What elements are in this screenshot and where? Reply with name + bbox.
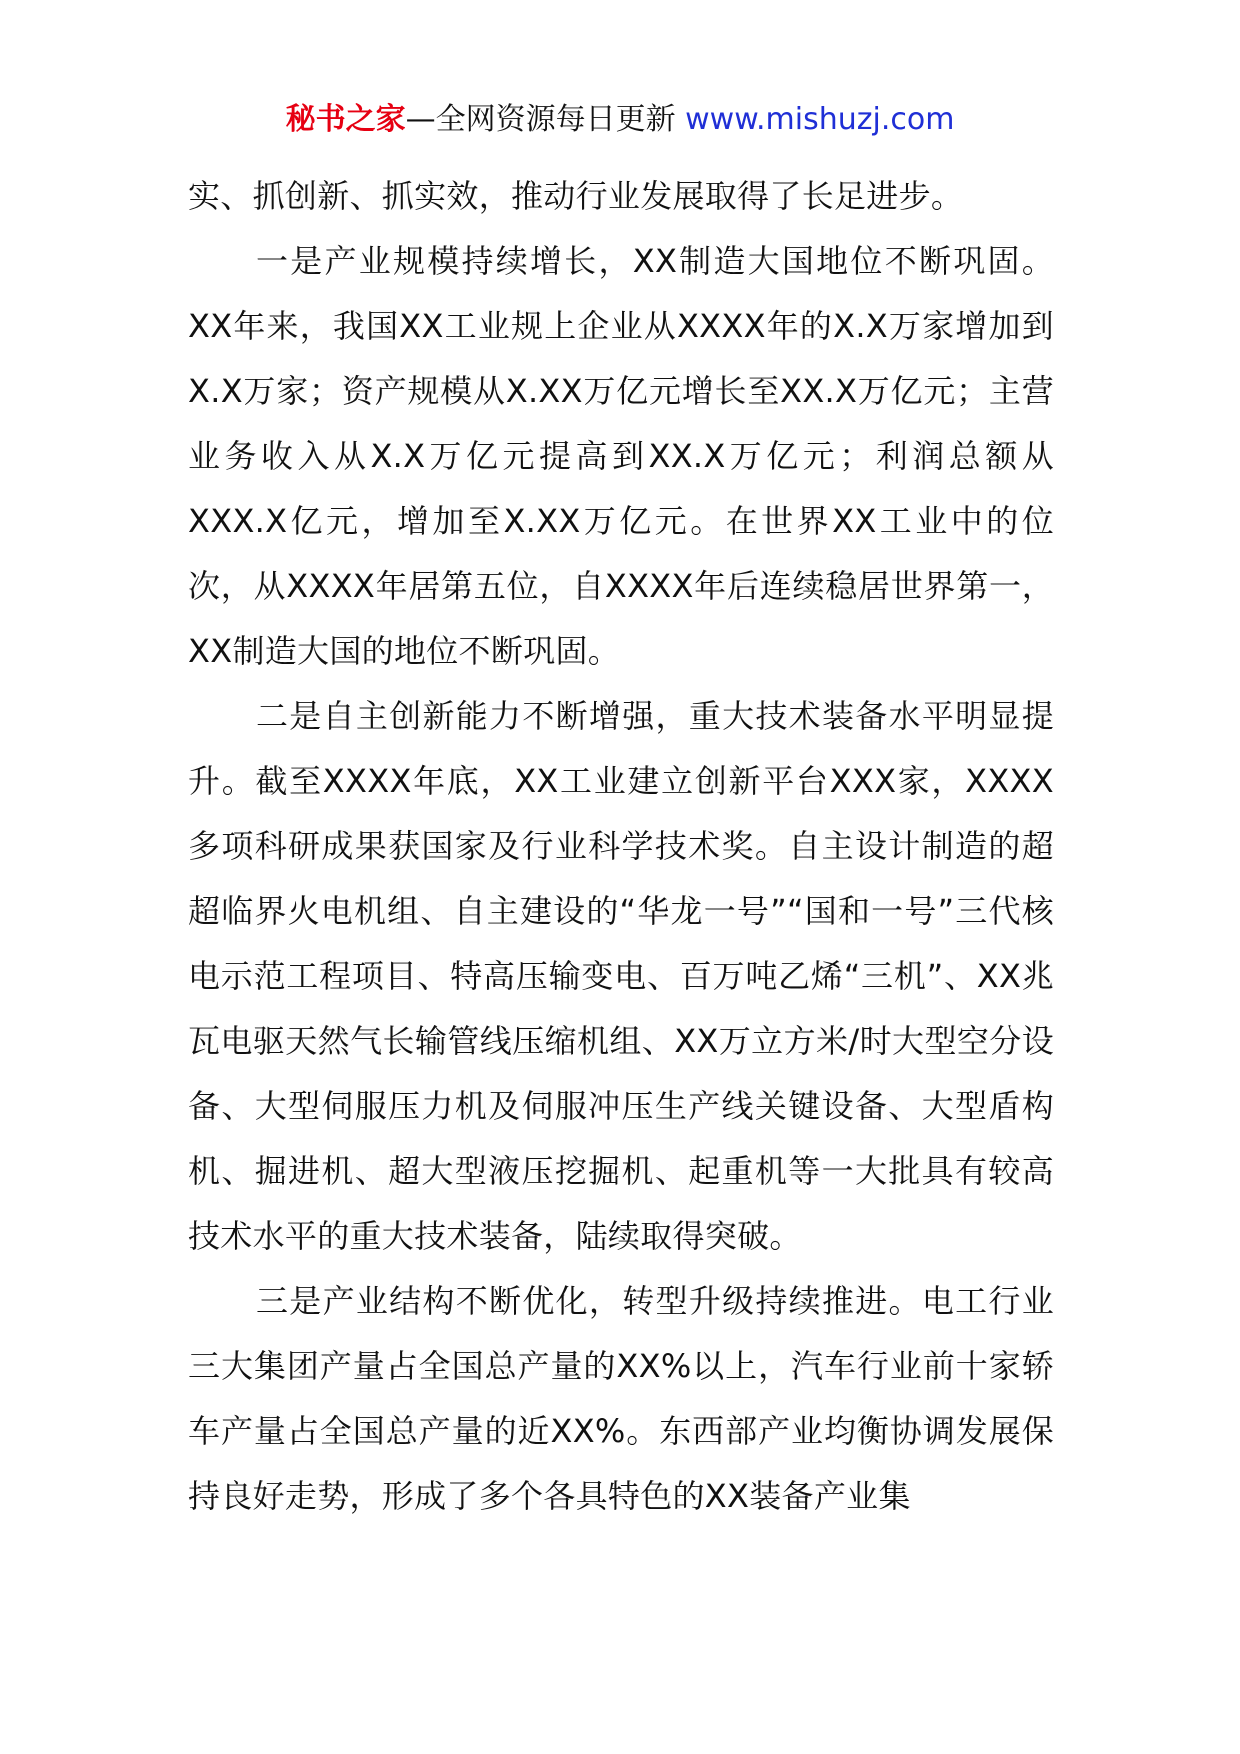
paragraph-continuation: 实、抓创新、抓实效，推动行业发展取得了长足进步。 bbox=[188, 177, 964, 215]
document-body bbox=[188, 164, 1054, 1529]
header-url-link[interactable]: www.mishuzj.com bbox=[685, 102, 955, 137]
paragraph-structure: 三是产业结构不断优化，转型升级持续推进。电工行业三大集团产量占全国总产量的XX%以上，汽车行业前十家轿车产量占全国总产量的近XX%。东西部产业均衡协调发展保持良好走势，形成了多个各具特色的XX装备产业集 bbox=[188, 1282, 1054, 1515]
header-brand: 秘书之家 bbox=[285, 102, 406, 137]
page-header bbox=[0, 100, 1240, 140]
paragraph-innovation: 二是自主创新能力不断增强，重大技术装备水平明显提升。截至XXXX年底，XX工业建立创新平台XXX家，XXXX多项科研成果获国家及行业科学技术奖。自主设计制造的超超临界火电机组、自主建设的“华龙一号”“国和一号”三代核电示范工程项目、特高压输变电、百万吨乙烯“三机”、XX兆瓦电驱天然气长输管线压缩机组、XX万立方米/时大型空分设备、大型伺服压力机及伺服冲压生产线关键设备、大型盾构机、掘进机、超大型液压挖掘机、起重机等一大批具有较高技术水平的重大技术装备，陆续取得突破。 bbox=[188, 697, 1054, 1255]
header-slogan: —全网资源每日更新 bbox=[405, 102, 676, 137]
paragraph-industry-scale: 一是产业规模持续增长，XX制造大国地位不断巩固。XX年来，我国XX工业规上企业从XXXX年的X.X万家增加到X.X万家；资产规模从X.XX万亿元增长至XX.X万亿元；主营业务收入从X.X万亿元提高到XX.X万亿元；利润总额从XXX.X亿元，增加至X.XX万亿元。在世界XX工业中的位次，从XXXX年居第五位，自XXXX年后连续稳居世界第一，XX制造大国的地位不断巩固。 bbox=[188, 242, 1054, 670]
